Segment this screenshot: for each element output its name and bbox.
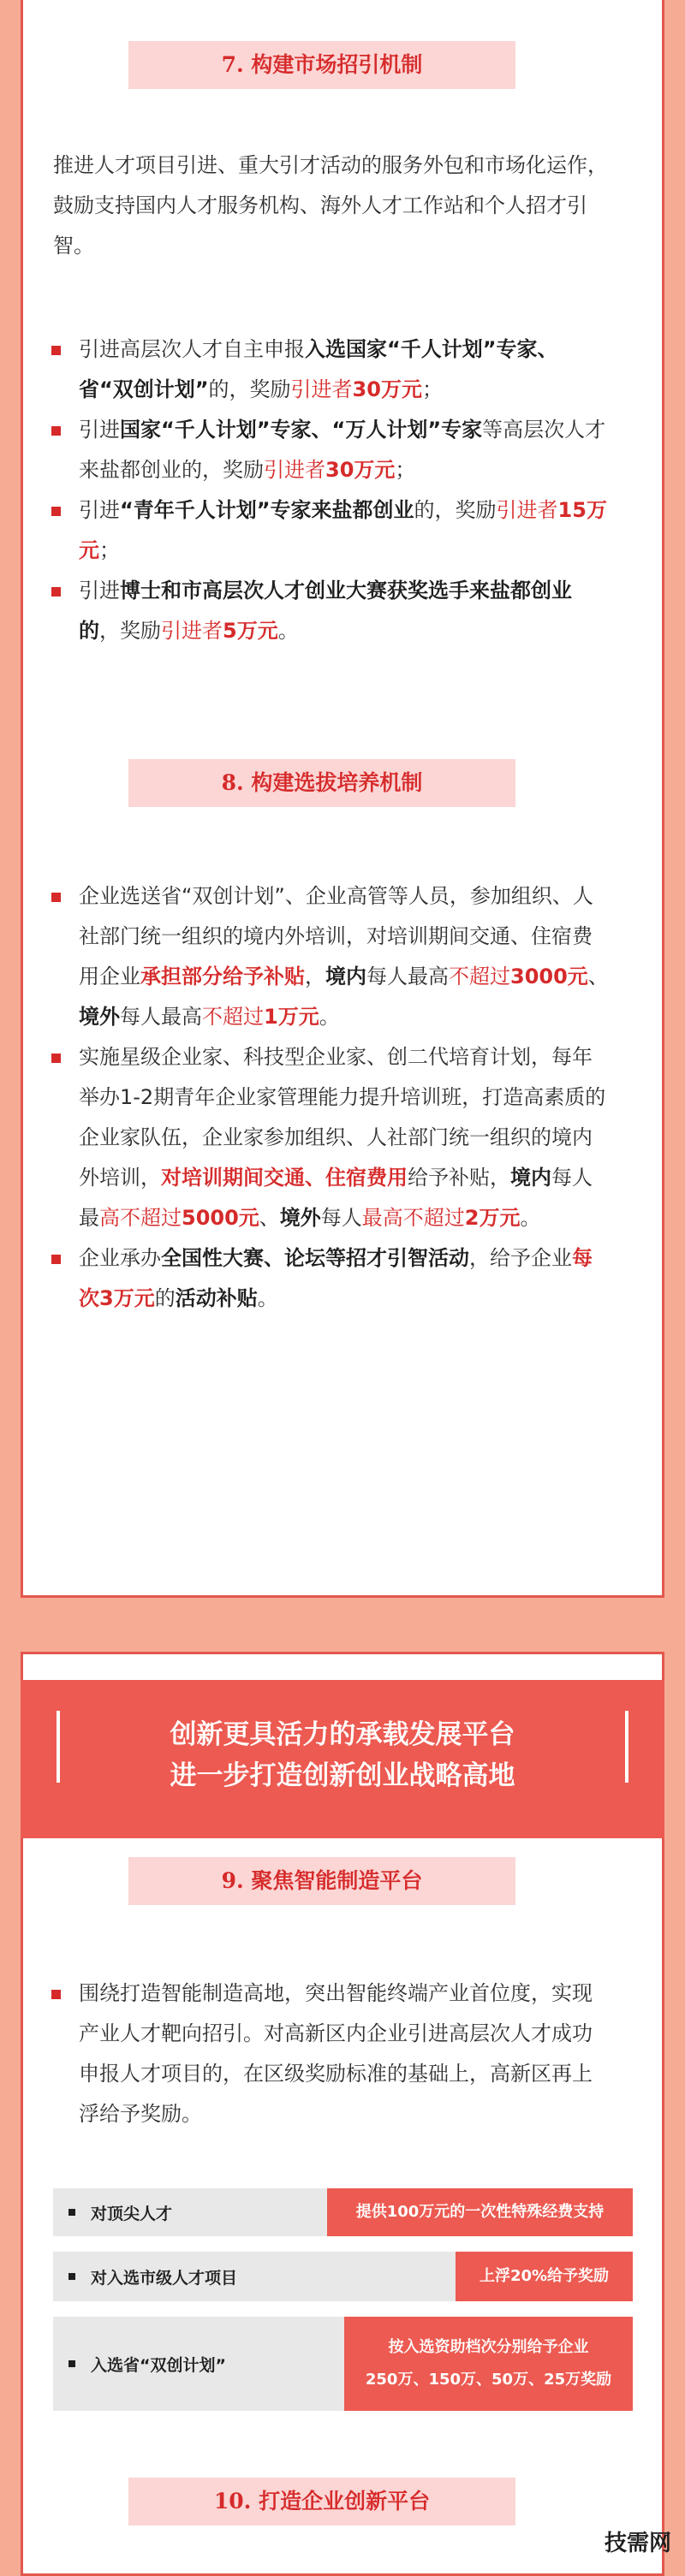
list-item: 引进“青年千人计划”专家来盐都创业的，奖励引进者15万元；	[43, 490, 611, 571]
banner-heading-line-1: 创新更具活力的承载发展平台	[170, 1719, 515, 1750]
site-watermark: 技需网	[604, 2531, 671, 2556]
list-item: 引进高层次人才自主申报入选国家“千人计划”专家、省“双创计划”的，奖励引进者30万元；	[43, 329, 611, 410]
bullet-square-icon	[68, 2360, 75, 2367]
section-7-title: 7. 构建市场招引机制	[128, 41, 515, 89]
list-item: 引进国家“千人计划”专家、“万人计划”专家等高层次人才来盐都创业的，奖励引进者30万元；	[43, 410, 611, 490]
list-item: 围绕打造智能制造高地，突出智能终端产业首位度，实现产业人才靶向招引。对高新区内企业引进高层次人才成功申报人才项目的，在区级奖励标准的基础上，高新区再上浮给予奖励。	[43, 1974, 611, 2134]
bullet-square-icon	[68, 2209, 75, 2216]
list-item: 企业承办全国性大赛、论坛等招才引智活动，给予企业每次3万元的活动补贴。	[43, 1238, 611, 1319]
platform-banner	[21, 1680, 664, 1838]
bullet-square-icon	[68, 2273, 75, 2280]
list-item: 引进博士和市高层次人才创业大赛获奖选手来盐都创业的，奖励引进者5万元。	[43, 571, 611, 651]
section-9-list	[43, 1974, 611, 2134]
bullet-square-icon	[51, 346, 61, 355]
bullet-square-icon	[51, 1054, 61, 1063]
reward-row-province-plan	[53, 2317, 633, 2411]
section-8-list	[43, 876, 611, 1319]
reward-row-label: 入选省“双创计划”	[53, 2317, 344, 2411]
reward-row-label: 对顶尖人才	[53, 2188, 327, 2236]
list-item: 企业选送省“双创计划”、企业高管等人员，参加组织、人社部门统一组织的境内外培训，对培训期间交通、住宿费用企业承担部分给予补贴，境内每人最高不超过3000元、境外每人最高不超过1万元。	[43, 876, 611, 1037]
section-9-title: 9. 聚焦智能制造平台	[128, 1857, 515, 1905]
bullet-square-icon	[51, 1255, 61, 1264]
bullet-square-icon	[51, 507, 61, 516]
bullet-square-icon	[51, 893, 61, 902]
reward-row-value: 按入选资助档次分别给予企业 250万、150万、50万、25万奖励	[344, 2317, 633, 2411]
bullet-square-icon	[51, 426, 61, 436]
bullet-square-icon	[51, 587, 61, 597]
reward-row-city-project	[53, 2252, 633, 2301]
section-7-intro: 推进人才项目引进、重大引才活动的服务外包和市场化运作，鼓励支持国内人才服务机构、海外人才工作站和个人招才引智。	[53, 153, 608, 258]
section-7-list	[43, 329, 611, 651]
reward-row-label: 对入选市级人才项目	[53, 2252, 456, 2301]
section-8-title: 8. 构建选拔培养机制	[128, 759, 515, 807]
bullet-square-icon	[51, 1990, 61, 1999]
list-item: 实施星级企业家、科技型企业家、创二代培育计划，每年举办1-2期青年企业家管理能力提升培训班，打造高素质的企业家队伍，企业家参加组织、人社部门统一组织的境内外培训，对培训期间交通、住宿费用给予补贴，境内每人最高不超过5000元、境外每人最高不超过2万元。	[43, 1037, 611, 1238]
reward-row-value: 上浮20%给予奖励	[456, 2252, 633, 2301]
banner-heading-line-2: 进一步打造创新创业战略高地	[170, 1760, 515, 1791]
section-10-title: 10. 打造企业创新平台	[128, 2478, 515, 2526]
reward-row-value: 提供100万元的一次性特殊经费支持	[327, 2188, 633, 2236]
reward-row-top-talent	[53, 2188, 633, 2236]
